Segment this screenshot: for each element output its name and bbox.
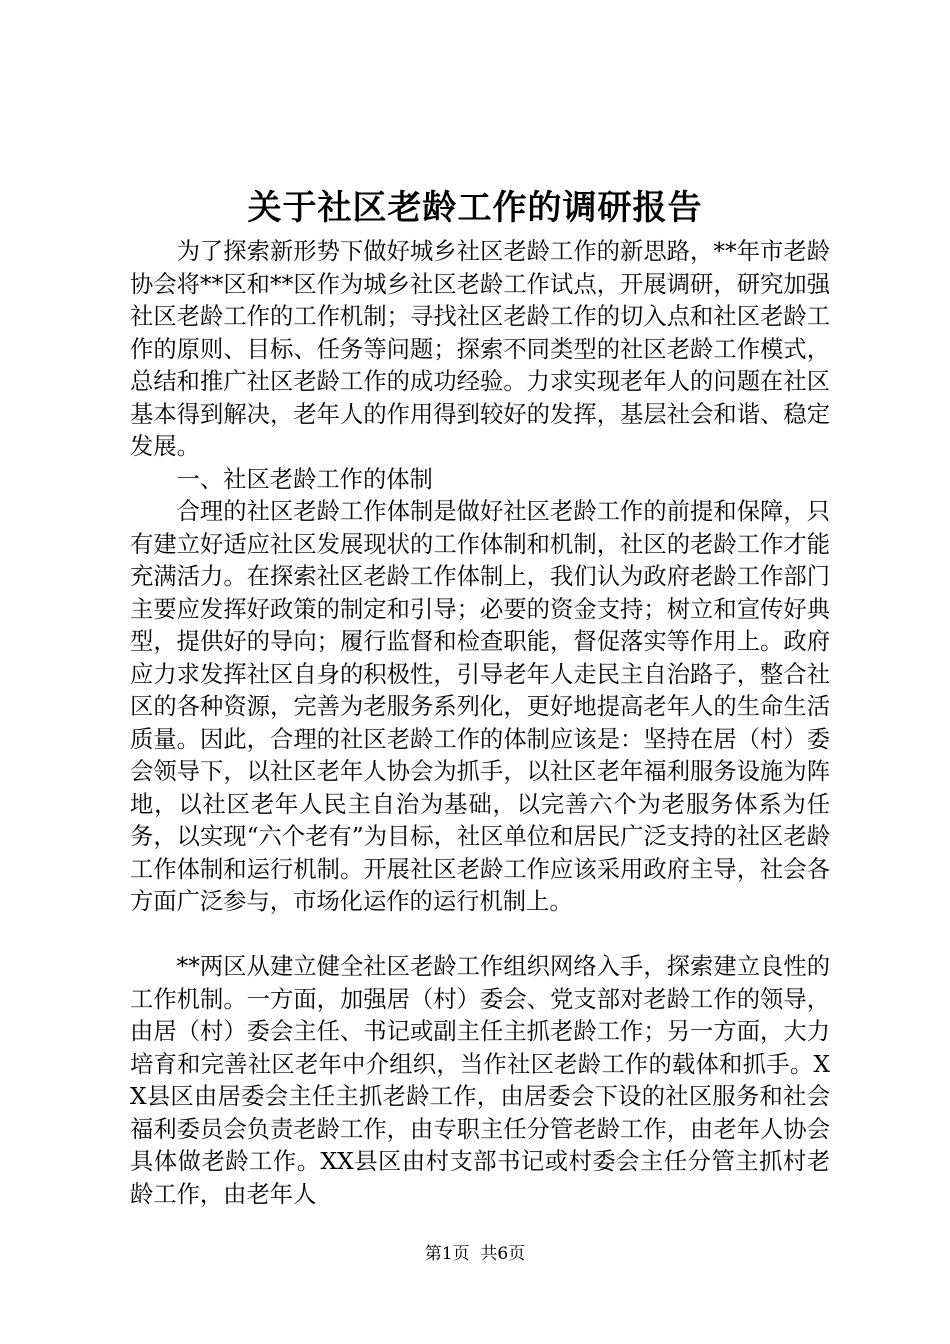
paragraph-intro: 为了探索新形势下做好城乡社区老龄工作的新思路，**年市老龄协会将**区和**区作为城乡社区老龄工作试点，开展调研，研究加强社区老龄工作的工作机制；寻找社区老龄工作的切入点和社区老龄工作的原则、目标、任务等问题；探索不同类型的社区老龄工作模式，总结和推广社区老龄工作的成功经验。力求实现老年人的问题在社区基本得到解决，老年人的作用得到较好的发挥，基层社会和谐、稳定发展。 bbox=[130, 238, 830, 460]
paragraph-system: 合理的社区老龄工作体制是做好社区老龄工作的前提和保障，只有建立好适应社区发展现状的工作体制和机制，社区的老龄工作才能充满活力。在探索社区老龄工作体制上，我们认为政府老龄工作部门主要应发挥好政策的制定和引导；必要的资金支持；树立和宣传好典型，提供好的导向；履行监督和检查职能，督促落实等作用上。政府应力求发挥社区自身的积极性，引导老年人走民主自治路子，整合社区的各种资源，完善为老服务系列化，更好地提高老年人的生命生活质量。因此，合理的社区老龄工作的体制应该是：坚持在居（村）委会领导下，以社区老年人协会为抓手，以社区老年福利服务设施为阵地，以社区老年人民主自治为基础，以完善六个为老服务体系为任务，以实现“六个老有”为目标，社区单位和居民广泛支持的社区老龄工作体制和运行机制。开展社区老龄工作应该采用政府主导，社会各方面广泛参与，市场化运作的运行机制上。 bbox=[130, 498, 830, 915]
section-heading: 一、社区老龄工作的体制 bbox=[176, 465, 433, 493]
paragraph-mechanism: **两区从建立健全社区老龄工作组织网络入手，探索建立良性的工作机制。一方面，加强居（村）委会、党支部对老龄工作的领导，由居（村）委会主任、书记或副主任主抓老龄工作；另一方面，大力培育和完善社区老年中介组织，当作社区老龄工作的载体和抓手。XX县区由居委会主任主抓老龄工作，由居委会下设的社区服务和社会福利委员会负责老龄工作，由专职主任分管老龄工作，由老年人协会具体做老龄工作。XX县区由村支部书记或村委会主任分管主抓村老龄工作，由老年人 bbox=[130, 953, 830, 1208]
document-title: 关于社区老龄工作的调研报告 bbox=[247, 188, 703, 228]
page-number-footer: 第1页 共6页 bbox=[424, 1244, 526, 1264]
paragraph-spacer bbox=[130, 919, 830, 952]
document-body bbox=[130, 236, 830, 1211]
